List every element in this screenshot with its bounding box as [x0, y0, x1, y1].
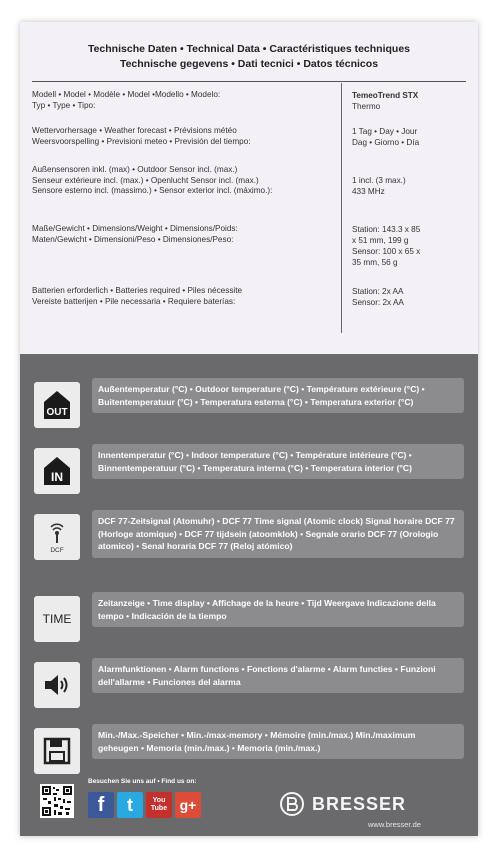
spec-value-sensor: 1 incl. (3 max.) 433 MHz [352, 176, 406, 196]
spec-section [20, 22, 478, 354]
svg-text:IN: IN [51, 470, 63, 484]
googleplus-icon[interactable]: g+ [175, 792, 201, 818]
qr-code-icon[interactable] [40, 784, 74, 818]
in-icon [34, 448, 80, 494]
spec-label-batteries: Batterien erforderlich • Batteries required • Piles nécessite Vereiste batterijen • Pile necessaria • Requiere baterías: [32, 286, 243, 306]
features-panel [20, 354, 478, 836]
feature-row-alarm [20, 658, 478, 714]
spec-label-dimensions: Maße/Gewicht • Dimensions/Weight • Dimensions/Poids: Maten/Gewicht • Dimensioni/Peso • Dimensiones/Peso: [32, 224, 238, 244]
feature-text-indoor: Innentemperatur (°C) • Indoor temperature (°C) • Température intérieure (°C) • Binnentemperatuur (°C) • Temperatura interna (°C) • Temperatura interior (°C) [92, 444, 464, 479]
spec-value-batteries: Station: 2x AA Sensor: 2x AA [352, 287, 404, 307]
page-title [20, 42, 478, 72]
column-divider [341, 83, 342, 333]
floppy-icon [34, 728, 80, 774]
svg-text:OUT: OUT [46, 407, 68, 418]
dcf-antenna-icon [34, 514, 80, 560]
title-line-1: Technische Daten • Technical Data • Caractéristiques techniques [87, 43, 411, 55]
spec-value-dimensions: Station: 143.3 x 85 x 51 mm, 199 g Sensor: 100 x 65 x 35 mm, 56 g [352, 225, 421, 267]
time-icon: TIME [34, 596, 80, 642]
feature-text-alarm: Alarmfunktionen • Alarm functions • Fonctions d'alarme • Alarm functies • Funzioni dell'allarme • Funciones del alarma [92, 658, 464, 693]
website-link[interactable]: www.bresser.de [368, 820, 421, 829]
spec-label-model: Modell • Model • Modèle • Model •Modello • Modelo: Typ • Type • Tipo: [32, 90, 221, 110]
svg-text:DCF: DCF [50, 547, 64, 554]
out-icon [34, 382, 80, 428]
feature-row-outdoor [20, 378, 478, 434]
footer [20, 772, 478, 836]
spec-card [20, 22, 478, 836]
youtube-icon[interactable]: You Tube [146, 792, 172, 818]
title-line-2: Technische gegevens • Dati tecnici • Datos técnicos [119, 58, 379, 70]
speaker-icon [34, 662, 80, 708]
spec-value-model: TemeoTrend STX Thermo [352, 91, 419, 111]
spec-label-sensor: Außensensoren inkl. (max) • Outdoor Sensor incl. (max.) Senseur extérieure incl. (max.) • Openlucht Sensor incl. (max.) Sensore esterno incl. (massimo.) • Sensor exterior incl. (máximo.): [32, 165, 273, 195]
header-divider [32, 81, 466, 82]
facebook-icon[interactable]: f [88, 792, 114, 818]
feature-text-dcf: DCF 77-Zeitsignal (Atomuhr) • DCF 77 Time signal (Atomic clock) Signal horaire DCF 77 (Horloge atomique) • DCF 77 tijdsein (atoomklok) • Segnale orario DCF 77 (Orologio atomico) • Senal horaria DCF 77 (Reloj atómico) [92, 510, 464, 558]
bresser-logo-icon [280, 792, 304, 816]
feature-text-outdoor: Außentemperatur (°C) • Outdoor temperature (°C) • Température extérieure (°C) • Buitentemperatuur (°C) • Temperatura esterna (°C) • Temperatura exterior (°C) [92, 378, 464, 413]
spec-value-forecast: 1 Tag • Day • Jour Dag • Giorno • Día [352, 127, 420, 147]
brand-name: BRESSER [312, 793, 407, 814]
spec-label-forecast: Wettervorhersage • Weather forecast • Prévisions météo Weersvoorspelling • Previsioni meteo • Previsión del tiempo: [32, 126, 251, 146]
feature-row-indoor [20, 444, 478, 500]
feature-text-memory: Min.-/Max.-Speicher • Min.-/max-memory • Mémoire (min./max.) Min./maximum geheugen • Memoria (min./max.) • Memoria (min./max.) [92, 724, 464, 759]
twitter-icon[interactable]: t [117, 792, 143, 818]
feature-row-time [20, 592, 478, 648]
feature-row-dcf [20, 510, 478, 566]
social-label: Besuchen Sie uns auf • Find us on: [88, 778, 197, 785]
feature-text-time: Zeitanzeige • Time display • Affichage de la heure • Tijd Weergave Indicazione della tempo • Indicación de la tiempo [92, 592, 464, 627]
bresser-logo [280, 792, 406, 816]
